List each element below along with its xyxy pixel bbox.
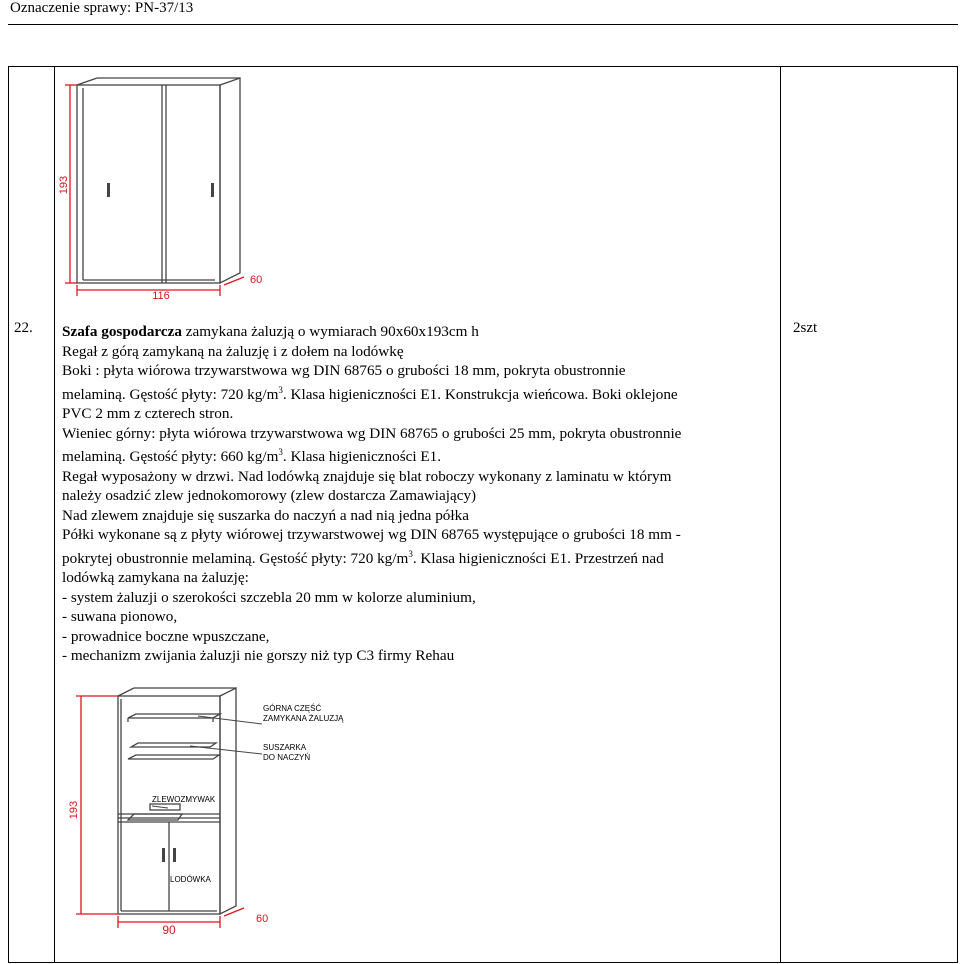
cabinet-drawing-bottom — [0, 670, 370, 964]
width-dimension-label: 116 — [152, 290, 170, 302]
label-sink: ZLEWOZMYWAK — [152, 795, 216, 804]
door-handle-right — [211, 183, 214, 197]
height-dimension-label-2: 193 — [68, 800, 80, 820]
height-dimension-label: 193 — [58, 175, 70, 195]
label-dryer-line2: DO NACZYŃ — [263, 753, 311, 762]
label-top-line1: GÓRNA CZĘŚĆ — [263, 704, 322, 713]
item-number: 22. — [14, 320, 33, 336]
item-description: Szafa gospodarcza zamykana żaluzją o wymiarach 90x60x193cm h Regał z górą zamykaną na żaluzję i z dołem na lodówkę Boki : płyta wiórowa trzywarstwowa wg DIN 68765 o grubości 18 mm, pokryta obustronnie melaminą. Gęstość płyty: 720 $kg/m^3$. Klasa higieniczności E1. Konstrukcja wieńcowa. Boki oklejone PVC 2 mm z czterech stron. Wieniec górny: płyta wiórowa trzywarstwowa wg DIN 68765 o grubości 25 mm, pokryta obustronnie melaminą. Gęstość płyty: 660 $kg/m^3$. Klasa higieniczności E1. Regał wyposażony w drzwi. Nad lodówką znajduje się blat roboczy wykonany z laminatu w którym należy osadzić zlew jednokomorowy (zlew dostarcza Zamawiający) Nad zlewem znajduje się suszarka do naczyń a nad nią jedna półka Półki wykonane są z płyty wiórowej trzywarstwowej wg DIN 68765 występujące o grubości 18 mm - pokrytej obustronnie melaminą. Gęstość płyty: 720 $kg/m^3$. Klasa higieniczności E1. Przestrzeń nad lodówką zamykana na żaluzję: - system żaluzji o szerokości szczebla 20 mm w kolorze aluminium, - suwana pionowo, - prowadnice boczne wpuszczane, - mechanizm zwijania żaluzji nie gorszy niż typ C3 firmy Rehau — [62, 323, 682, 665]
depth-dimension-label-2: 60 — [256, 913, 269, 925]
item-title: Szafa gospodarcza — [62, 323, 182, 340]
cabinet-drawing-top — [0, 0, 300, 310]
item-quantity: 2szt — [793, 320, 818, 336]
width-dimension-label-2: 90 — [162, 923, 176, 937]
label-fridge: LODÓWKA — [170, 875, 211, 884]
door-handle-left — [107, 183, 110, 197]
fridge-door-handle-right — [173, 848, 176, 862]
fridge-door-handle-left — [162, 848, 165, 862]
table-column-divider-2 — [780, 66, 781, 963]
label-top-line2: ZAMYKANA ŻALUZJĄ — [263, 714, 344, 723]
depth-dimension-label: 60 — [250, 274, 263, 286]
case-reference: Oznaczenie sprawy: PN-37/13 — [10, 0, 194, 16]
label-dryer-line1: SUSZARKA — [263, 743, 307, 752]
